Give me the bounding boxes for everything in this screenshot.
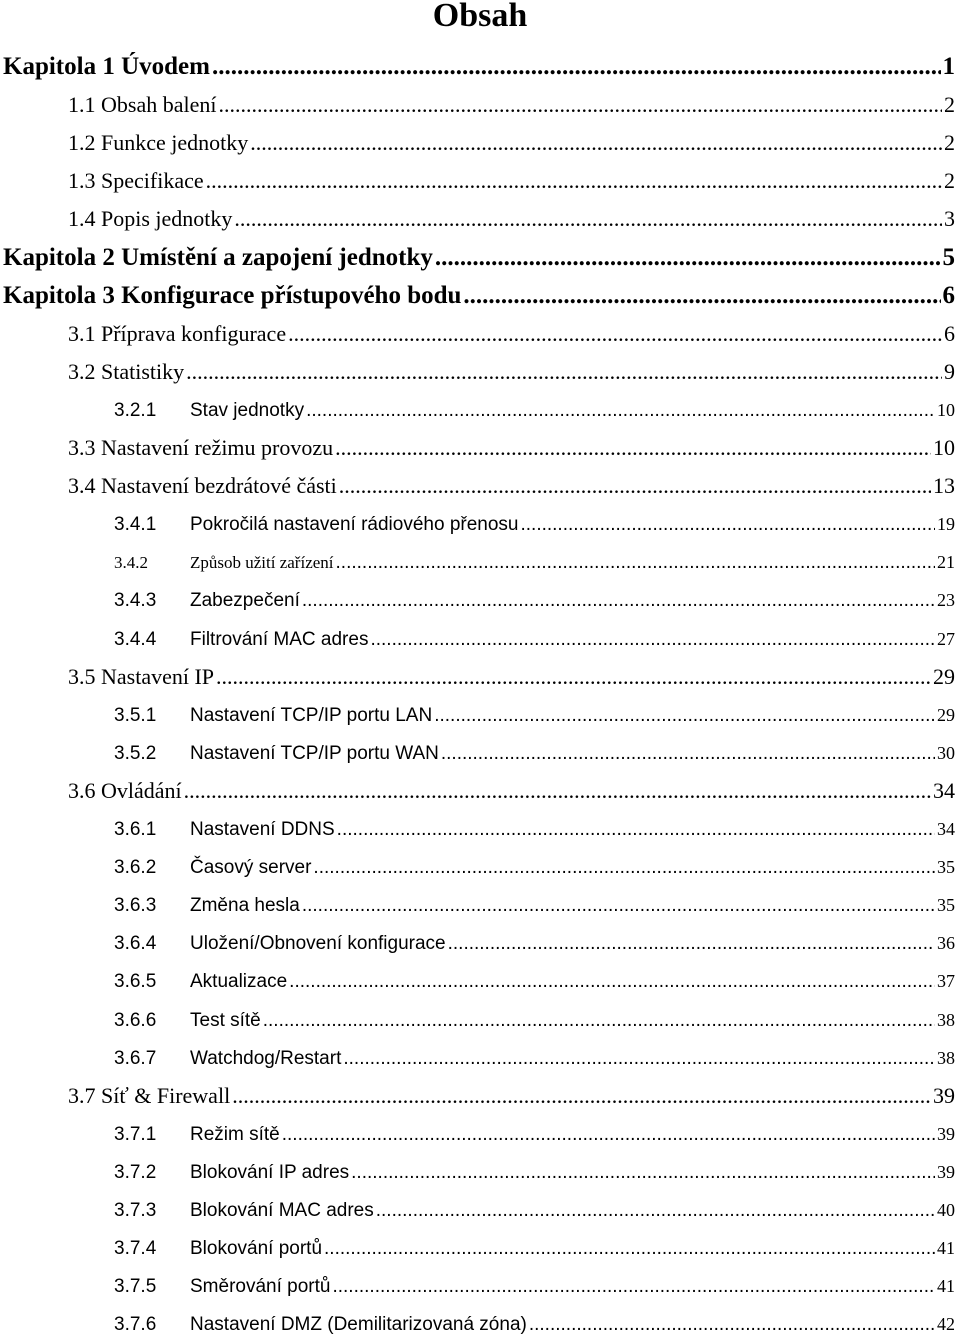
dot-leader (263, 1006, 935, 1036)
toc-entry-title: Funkce jednotky (101, 130, 249, 155)
toc-entry-number: 3.5.1 (114, 705, 157, 726)
toc-entry-page-number: 1 (942, 53, 955, 80)
toc-entry-page-number: 37 (937, 971, 955, 991)
dot-leader (441, 739, 935, 769)
toc-entry-level-3[interactable] (114, 1233, 955, 1263)
toc-entry-number: 3.3 (68, 435, 96, 460)
dot-leader (520, 510, 935, 540)
toc-entry-number: 3.2 (68, 359, 96, 384)
toc-entry-number: 3.7.1 (114, 1124, 157, 1145)
toc-entry-level-2[interactable] (68, 1080, 955, 1112)
toc-entry-page-number: 41 (937, 1276, 955, 1296)
toc-entry-level-2[interactable] (68, 165, 955, 197)
toc-entry-title: Zabezpečení (190, 590, 300, 611)
toc-entry-number: 3.4.1 (114, 514, 157, 535)
dot-leader (351, 1158, 935, 1188)
toc-entry-title: Směrování portů (190, 1276, 331, 1297)
toc-entry-title: Blokování MAC adres (190, 1200, 374, 1221)
toc-entry-title: Časový server (190, 857, 312, 878)
toc-entry-level-3[interactable] (114, 966, 955, 996)
toc-entry-level-2[interactable] (68, 470, 955, 502)
toc-entry-number: 3.6 (68, 778, 96, 803)
toc-entry-page-number: 34 (933, 778, 955, 803)
toc-entry-level-3[interactable] (114, 624, 955, 654)
toc-entry-number: 1.2 (68, 130, 96, 155)
toc-entry-level-3[interactable] (114, 890, 955, 920)
toc-entry-page-number: 41 (937, 1238, 955, 1258)
toc-entry-page-number: 13 (933, 473, 955, 498)
toc-entry-number: 3.7 (68, 1083, 96, 1108)
toc-entry-level-3[interactable] (114, 700, 955, 730)
toc-entry-level-3[interactable] (114, 738, 955, 768)
toc-entry-number: 3.6.6 (114, 1010, 157, 1031)
dot-leader (376, 1196, 935, 1226)
toc-entry-title: Nastavení TCP/IP portu LAN (190, 705, 433, 726)
dot-leader (448, 929, 935, 959)
toc-entry-title: Blokování portů (190, 1238, 323, 1259)
dot-leader (186, 356, 942, 388)
dot-leader (435, 241, 941, 275)
toc-entry-title: Ovládání (101, 778, 182, 803)
toc-entry-page-number: 39 (937, 1124, 955, 1144)
toc-entry-number: Kapitola 3 (3, 282, 115, 309)
toc-entry-title: Nastavení DDNS (190, 819, 335, 840)
toc-entry-title: Umístění a zapojení jednotky (121, 244, 433, 271)
toc-entry-number: 3.6.7 (114, 1048, 157, 1069)
toc-entry-page-number: 3 (944, 206, 955, 231)
dot-leader (324, 1234, 935, 1264)
dot-leader (370, 625, 935, 655)
toc-entry-number: 3.6.4 (114, 933, 157, 954)
toc-entry-page-number: 38 (937, 1048, 955, 1068)
toc-entry-number: Kapitola 1 (3, 53, 115, 80)
toc-entry-title: Watchdog/Restart (190, 1048, 342, 1069)
toc-entry-page-number: 27 (937, 629, 955, 649)
toc-entry-number: 3.7.5 (114, 1276, 157, 1297)
toc-entry-level-1[interactable] (3, 279, 955, 313)
dot-leader (335, 432, 931, 464)
toc-entry-level-3[interactable] (114, 1271, 955, 1301)
toc-entry-level-2[interactable] (68, 661, 955, 693)
toc-entry-level-3[interactable] (114, 1005, 955, 1035)
toc-entry-title: Obsah balení (101, 92, 217, 117)
toc-entry-page-number: 10 (937, 400, 955, 420)
toc-entry-title: Stav jednotky (190, 400, 305, 421)
toc-entry-title: Způsob užití zařízení (190, 553, 334, 572)
toc-entry-number: 3.1 (68, 321, 96, 346)
toc-entry-page-number: 9 (944, 359, 955, 384)
toc-entry-page-number: 2 (944, 130, 955, 155)
toc-entry-level-3[interactable] (114, 1119, 955, 1149)
toc-entry-number: 3.4.4 (114, 629, 157, 650)
toc-entry-number: 1.3 (68, 168, 96, 193)
toc-entry-page-number: 6 (942, 282, 955, 309)
toc-entry-page-number: 2 (944, 168, 955, 193)
dot-leader (288, 318, 942, 350)
toc-entry-page-number: 42 (937, 1314, 955, 1334)
toc-entry-title: Změna hesla (190, 895, 300, 916)
toc-entry-title: Specifikace (101, 168, 204, 193)
toc-entry-title: Nastavení bezdrátové části (101, 473, 337, 498)
toc-entry-number: 3.7.2 (114, 1162, 157, 1183)
toc-entry-page-number: 38 (937, 1010, 955, 1030)
toc-entry-page-number: 23 (937, 590, 955, 610)
toc-entry-number: 1.1 (68, 92, 96, 117)
toc-entry-number: 3.4.3 (114, 590, 157, 611)
toc-entry-page-number: 35 (937, 895, 955, 915)
toc-entry-title: Úvodem (121, 53, 210, 80)
toc-entry-level-3[interactable] (114, 1195, 955, 1225)
toc-entry-level-3[interactable] (114, 1157, 955, 1187)
toc-entry-level-3[interactable] (114, 928, 955, 958)
dot-leader (529, 1310, 935, 1340)
dot-leader (302, 586, 935, 616)
toc-entry-level-2[interactable] (68, 432, 955, 464)
toc-entry-level-2[interactable] (68, 356, 955, 388)
dot-leader (339, 470, 931, 502)
dot-leader (250, 127, 942, 159)
toc-entry-level-2[interactable] (68, 775, 955, 807)
toc-entry-page-number: 39 (937, 1162, 955, 1182)
toc-entry-number: 3.6.3 (114, 895, 157, 916)
toc-entry-title: Nastavení režimu provozu (101, 435, 334, 460)
toc-entry-title: Síť & Firewall (101, 1083, 231, 1108)
toc-entry-level-1[interactable] (3, 241, 955, 275)
toc-entry-page-number: 36 (937, 933, 955, 953)
toc-entry-number: 3.6.2 (114, 857, 157, 878)
dot-leader (184, 775, 931, 807)
toc-entry-number: 3.5.2 (114, 743, 157, 764)
toc-entry-page-number: 29 (937, 705, 955, 725)
toc-entry-page-number: 5 (942, 244, 955, 271)
toc-entry-title: Konfigurace přístupového bodu (121, 282, 462, 309)
dot-leader (343, 1044, 935, 1074)
dot-leader (282, 1120, 935, 1150)
toc-entry-page-number: 39 (933, 1083, 955, 1108)
toc-entry-level-3[interactable] (114, 852, 955, 882)
toc-entry-title: Příprava konfigurace (101, 321, 287, 346)
toc-entry-level-3[interactable] (114, 395, 955, 425)
toc-entry-number: 3.6.1 (114, 819, 157, 840)
toc-entry-level-1[interactable] (3, 50, 955, 84)
dot-leader (216, 661, 931, 693)
dot-leader (289, 967, 935, 997)
toc-entry-page-number: 29 (933, 664, 955, 689)
toc-entry-level-2[interactable] (68, 127, 955, 159)
toc-entry-title: Pokročilá nastavení rádiového přenosu (190, 514, 519, 535)
dot-leader (332, 1272, 935, 1302)
toc-entry-number: 3.5 (68, 664, 96, 689)
toc-entry-title: Popis jednotky (101, 206, 233, 231)
dot-leader (302, 891, 935, 921)
dot-leader (463, 279, 940, 313)
toc-entry-title: Režim sítě (190, 1124, 280, 1145)
toc-entry-page-number: 21 (937, 552, 955, 572)
toc-entry-level-3[interactable] (114, 509, 955, 539)
toc-entry-title: Nastavení IP (101, 664, 215, 689)
dot-leader (434, 701, 935, 731)
toc-entry-title: Filtrování MAC adres (190, 629, 369, 650)
page-title: Obsah (432, 0, 528, 34)
dot-leader (206, 165, 942, 197)
toc-entry-number: 3.4 (68, 473, 96, 498)
toc-entry-number: 3.7.6 (114, 1314, 157, 1335)
toc-entry-level-2[interactable] (68, 318, 955, 350)
toc-entry-title: Statistiky (101, 359, 185, 384)
toc-entry-page-number: 2 (944, 92, 955, 117)
toc-entry-level-3[interactable] (114, 547, 955, 577)
toc-entry-page-number: 6 (944, 321, 955, 346)
dot-leader (218, 89, 942, 121)
dot-leader (234, 203, 942, 235)
toc-entry-title: Uložení/Obnovení konfigurace (190, 933, 446, 954)
toc-entry-page-number: 35 (937, 857, 955, 877)
toc-entry-title: Blokování IP adres (190, 1162, 350, 1183)
toc-entry-level-2[interactable] (68, 203, 955, 235)
toc-entry-number: 3.2.1 (114, 400, 157, 421)
toc-entry-level-3[interactable] (114, 1043, 955, 1073)
dot-leader (313, 853, 935, 883)
toc-entry-page-number: 34 (937, 819, 955, 839)
toc-entry-level-3[interactable] (114, 585, 955, 615)
toc-entry-title: Nastavení DMZ (Demilitarizovaná zóna) (190, 1314, 527, 1335)
dot-leader (212, 50, 941, 84)
toc-entry-number: 3.7.3 (114, 1200, 157, 1221)
toc-entry-number: Kapitola 2 (3, 244, 115, 271)
toc-entry-page-number: 40 (937, 1200, 955, 1220)
dot-leader (306, 396, 935, 426)
toc-entry-number: 1.4 (68, 206, 96, 231)
toc-entry-number: 3.4.2 (114, 553, 148, 572)
dot-leader (337, 815, 935, 845)
dot-leader (232, 1080, 931, 1112)
toc-entry-number: 3.6.5 (114, 971, 157, 992)
toc-entry-page-number: 10 (933, 435, 955, 460)
toc-entry-title: Nastavení TCP/IP portu WAN (190, 743, 439, 764)
toc-entry-level-3[interactable] (114, 814, 955, 844)
toc-entry-level-2[interactable] (68, 89, 955, 121)
toc-entry-page-number: 30 (937, 743, 955, 763)
dot-leader (336, 548, 935, 578)
toc-entry-page-number: 19 (937, 514, 955, 534)
toc-entry-title: Aktualizace (190, 971, 288, 992)
toc-entry-number: 3.7.4 (114, 1238, 157, 1259)
toc-entry-title: Test sítě (190, 1010, 261, 1031)
